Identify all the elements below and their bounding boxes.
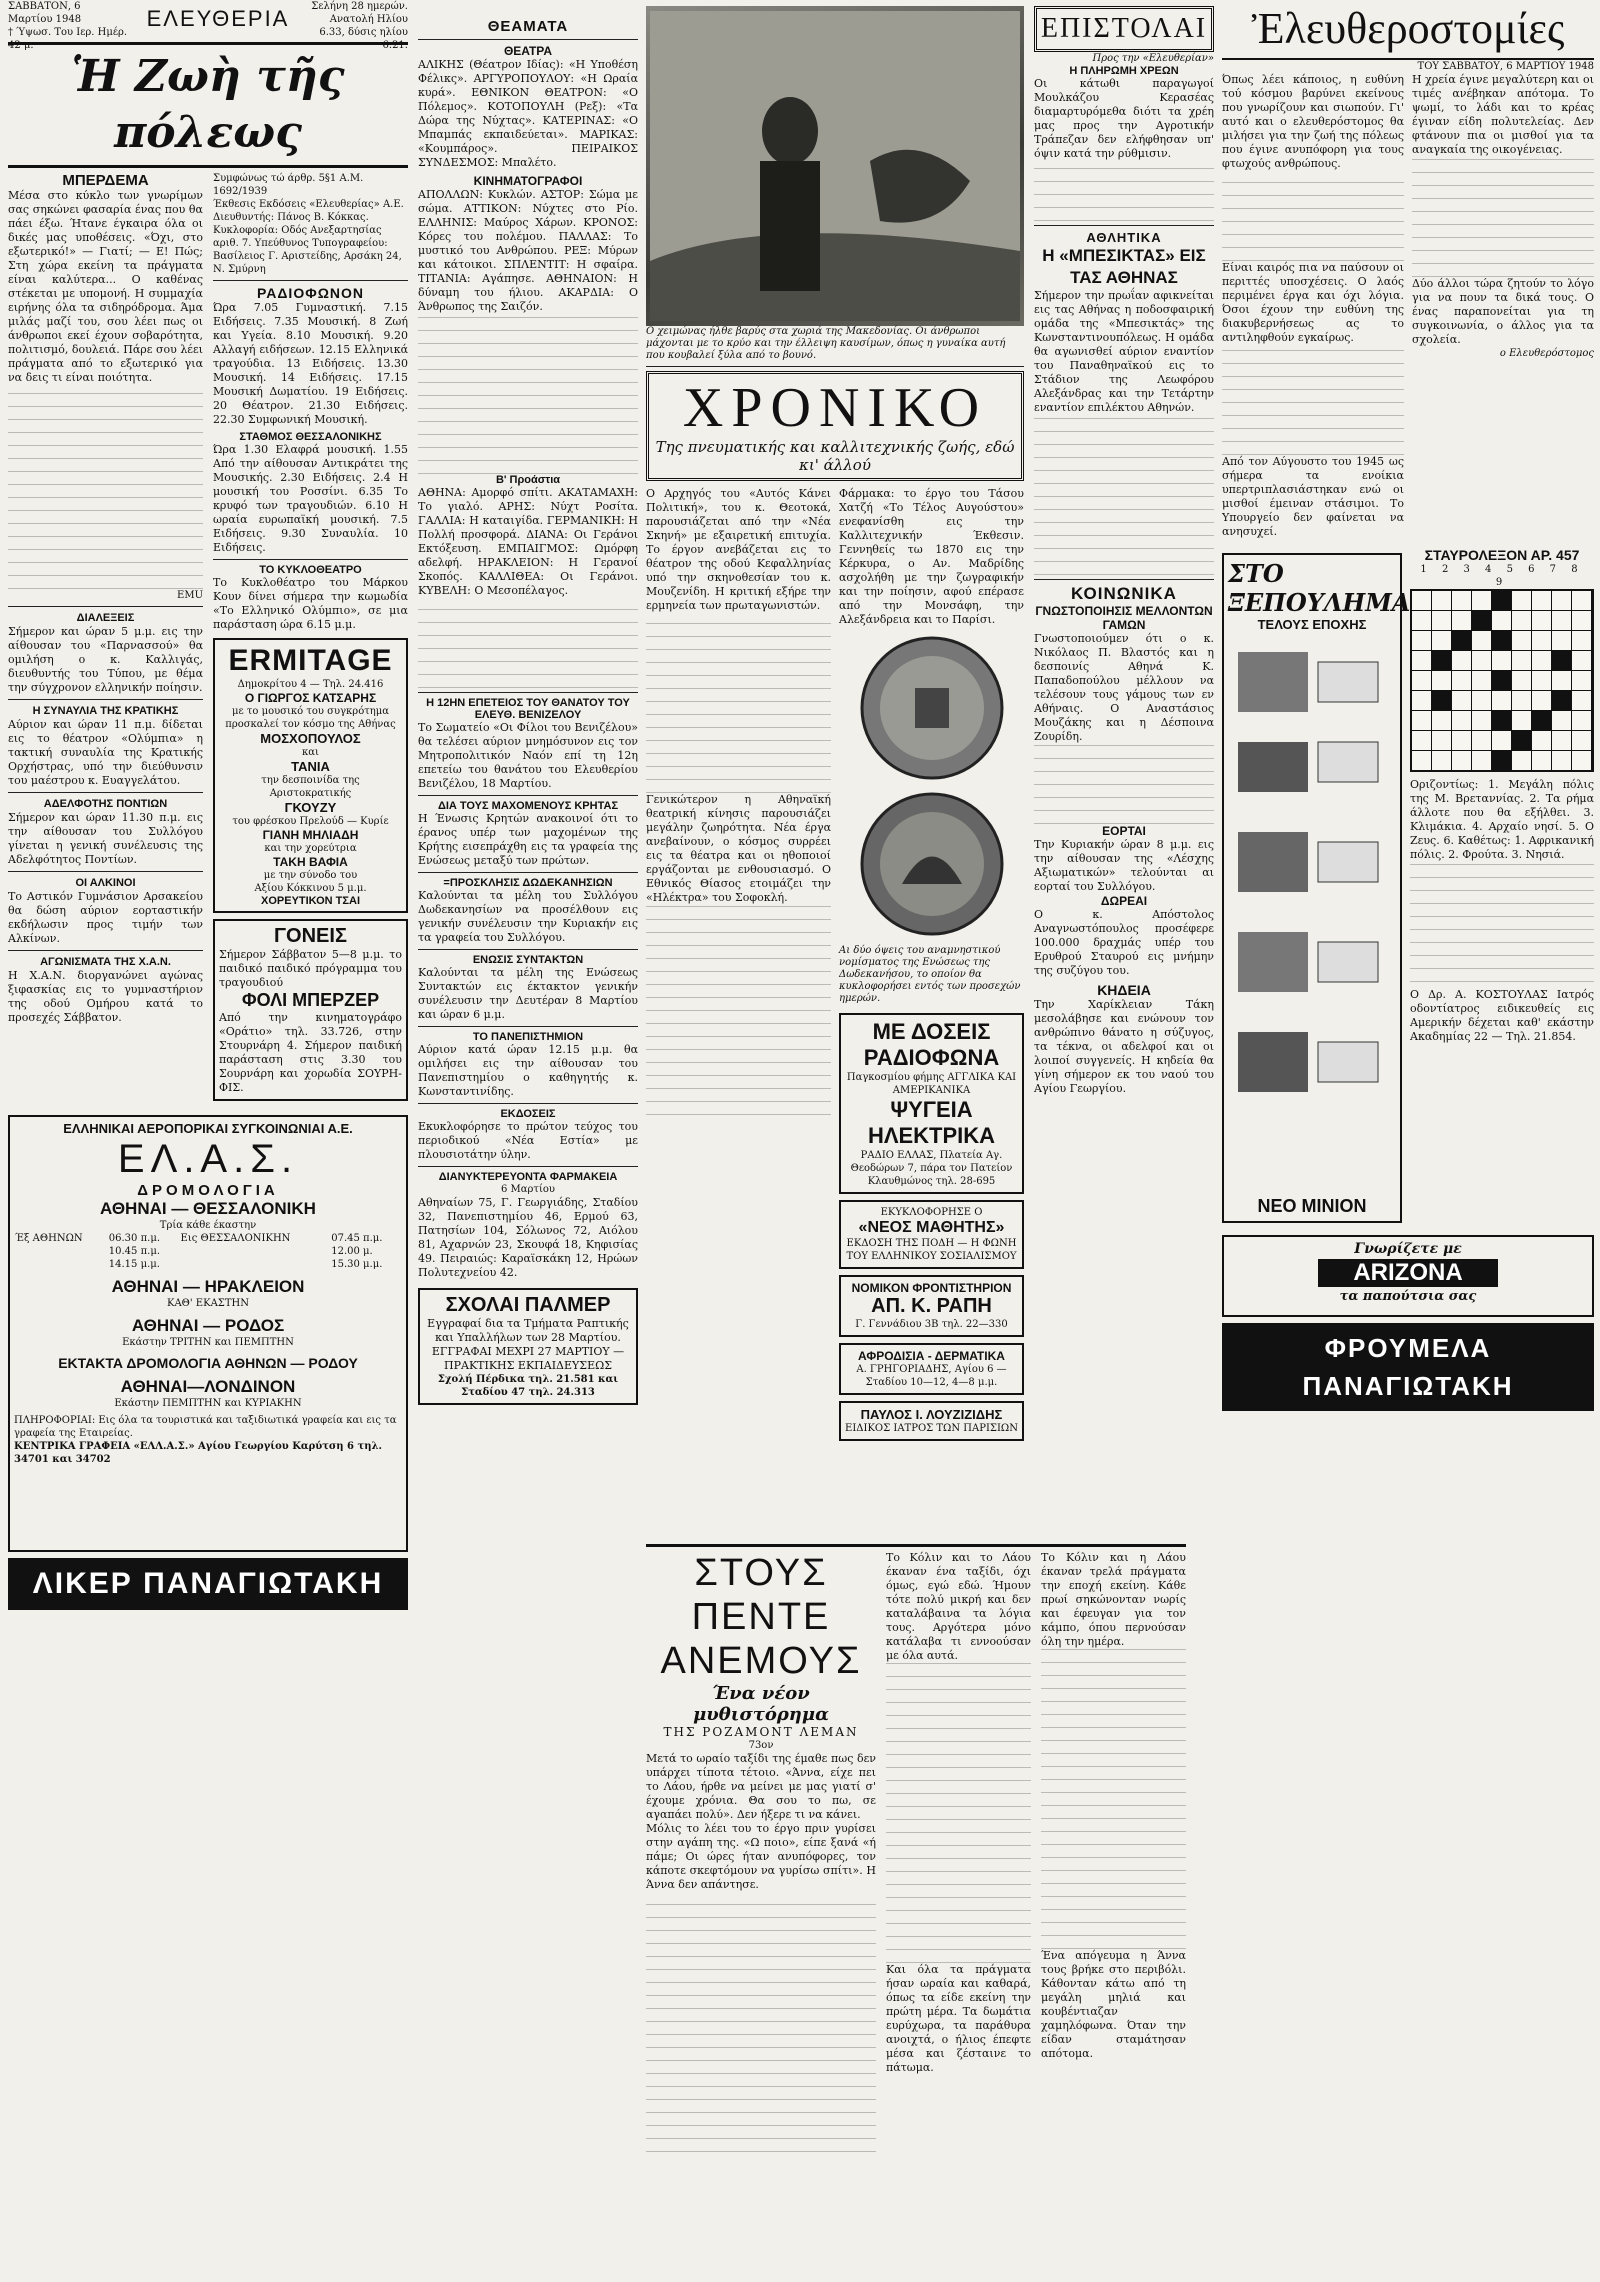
- eleftherostomies-title: Ἐλευθεροστομίες: [1222, 0, 1594, 60]
- palmer-title: ΣΧΟΛΑΙ ΠΑΛΜΕΡ: [445, 1294, 611, 1316]
- crossword-cell: [1532, 731, 1551, 750]
- coin-back-icon: [857, 789, 1007, 939]
- item-body: Σήμερον και ώραν 11.30 π.μ. εις την αίθουσαν του Συλλόγου γίνεται η γενική συνέλευσις της Αδελφότητος Ποντίων.: [8, 811, 203, 866]
- crossword-cell: [1552, 591, 1571, 610]
- item-body: Η Χ.Α.Ν. διοργανώνει αγώνας ξιφασκίας εις το γυμναστήριον της οδού Ομήρου κατά το προσεχές Σάββατον.: [8, 969, 203, 1024]
- editorial-paragraph-continued: [1222, 345, 1404, 455]
- column-city-life: [8, 0, 408, 1610]
- schedule-row: [14, 1232, 402, 1245]
- radio-ad-address: ΡΑΔΙΟ ΕΛΛΑΣ, Πλατεία Αγ. Θεοδώρων 7, πάρα τον Πατείον Κλαυθμώνος τηλ. 28-695: [850, 1150, 1013, 1187]
- chronicle-header: [646, 371, 1024, 481]
- crossword-cell: [1492, 631, 1511, 650]
- novel-paragraph: Μόλις το λέει του το έργο πριν γυρίσει στην αγάπη της. «Ω ποιο», είπε ξανά «ή πάμε; Οι ώρες ήταν ανυπόφορες, τον κάποτε σκεφτόμουν να γυρίσω σπίτι». Η Άννα δεν απάντησε.: [646, 1822, 876, 1891]
- crossword-cell: [1472, 751, 1491, 770]
- crossword-cell: [1452, 671, 1471, 690]
- crossword-cell: [1412, 651, 1431, 670]
- goneis-heading: ΓΟΝΕΙΣ: [274, 925, 347, 947]
- anniversary-body: Το Σωματείο «Οι Φίλοι του Βενιζέλου» θα τελέσει αύριον μνημόσυνον εις τον Μητροπολιτικόν Ναόν επί τη 12η επετείω του θανάτου του Ελευθερίου Βενιζέλου, 18 Μαρτίου.: [418, 721, 638, 790]
- neos-title: «ΝΕΟΣ ΜΑΘΗΤΗΣ»: [858, 1219, 1005, 1236]
- crossword-grid: [1410, 589, 1594, 772]
- edas-info: ΠΛΗΡΟΦΟΡΙΑΙ: Εις όλα τα τουριστικά και ταξιδιωτικά γραφεία και εις τα γραφεία της Εταιρείας.: [14, 1415, 397, 1439]
- schedule-cell: 07.45 π.μ.: [331, 1233, 383, 1244]
- sales-ad-subtitle: ΤΕΛΟΥΣ ΕΠΟΧΗΣ: [1257, 617, 1367, 632]
- photo-village-winter: [646, 6, 1024, 326]
- route-athens-rhodes: ΑΘΗΝΑΙ — ΡΟΔΟΣ: [131, 1316, 285, 1335]
- editorial-signature: ο Ελευθερόστομος: [1499, 348, 1594, 359]
- novel-section: [646, 1540, 1186, 2152]
- editorial-paragraph: Είναι καιρός πια να παύσουν οι περιττές υποσχέσεις. Ο λαός περιμένει έργα και όχι λόγια. Όσοι έχουν την ευθύνη της διακυβερνήσεως ας το αντιληφθούν εγκαίρως.: [1222, 261, 1404, 344]
- sales-ad-illustrations: [1228, 632, 1388, 1192]
- cinema-heading: ΚΙΝΗΜΑΤΟΓΡΑΦΟΙ: [473, 174, 583, 188]
- funeral-body: Την Χαρίκλειαν Τάκη μεσολάβησε και ενώνουν τον ανθρώπινο θάνατο η σύζυγος, τα τέκνα, οι αδελφοί και οι λοιποί συγγενείς. Η κηδεία θα γίνη σήμερον εκ του ναού του Αγίου Γεωργίου.: [1034, 998, 1214, 1095]
- crossword-cell: [1572, 651, 1591, 670]
- doctor-ad: [839, 1401, 1024, 1441]
- goneis-body: Από την κινηματογράφο «Οράτιο» τηλ. 33.726, στην Στουρνάρη 4. Σήμερον παιδική παράσταση στις 3.30 του Σουρνάρη και χορωδία ΣΟΥΡΗ-ΦΙΣ.: [219, 1011, 402, 1094]
- crossword-cell: [1552, 611, 1571, 630]
- coin-images: [839, 633, 1024, 939]
- novel-paragraph-continued: [646, 1892, 876, 2152]
- crossword-cell: [1512, 751, 1531, 770]
- crossword-cell: [1412, 631, 1431, 650]
- crossword-cell: [1492, 671, 1511, 690]
- sports-heading: ΑΘΛΗΤΙΚΑ: [1086, 230, 1162, 245]
- theamata-heading: ΘΕΑΜΑΤΑ: [487, 18, 569, 35]
- doctor-name: ΠΑΥΛΟΣ Ι. ΛΟΥΖΙΖΙΔΗΣ: [860, 1407, 1003, 1422]
- crossword-cell: [1572, 631, 1591, 650]
- goneis-title: ΦΟΛΙ ΜΠΕΡΖΕΡ: [241, 990, 380, 1010]
- kyklotheatro-body: Το Κυκλοθέατρο του Μάρκου Κουν δίνει σήμερα την κωμωδία «Το Ελληνικό Ολύμπιο», σε μια παράσταση ώρα 6.15 μ.μ.: [213, 576, 408, 631]
- arizona-pre: Γνωρίζετε με: [1354, 1241, 1462, 1257]
- crossword-cell: [1492, 751, 1511, 770]
- route-athens-london: ΑΘΗΝΑΙ—ΛΟΝΔΙΝΟΝ: [120, 1377, 296, 1396]
- merdema-continued-text: [8, 389, 203, 589]
- neos-subtitle: ΕΚΔΟΣΗ ΤΗΣ ΠΟΔΗ — Η ΦΩΝΗ ΤΟΥ ΕΛΛΗΝΙΚΟΥ ΣΟΣΙΑΛΙΣΜΟΥ: [846, 1238, 1017, 1262]
- route-frequency: ΚΑΘ' ΕΚΑΣΤΗΝ: [166, 1298, 250, 1309]
- crossword-clues-continued: [1410, 862, 1594, 982]
- schedule-row: [14, 1258, 402, 1271]
- radio-program: Ώρα 7.05 Γυμναστική. 7.15 Ειδήσεις. 7.35 Μουσική. 8 Ζωή και Υγεία. 8.10 Μουσική. 9.20 Αλλαγή ειδήσεων. 12.15 Ελληνικά τραγούδια. 13 Ειδήσεις. 13.30 Μουσική. 14 Ειδήσεις. 17.15 Μουσική Δωματίου. 19 Ειδήσεις. 20 Θέατρον. 21.30 Ειδήσεις. 22.30 Συμφωνική Μουσική.: [213, 301, 408, 426]
- item-heading: ΟΙ ΑΛΚΙΝΟΙ: [75, 877, 136, 889]
- ermitage-line: Αξίου Κόκκινου 5 μ.μ.: [254, 883, 367, 894]
- crossword-cell: [1432, 691, 1451, 710]
- edas-company: ΕΛΛΗΝΙΚΑΙ ΑΕΡΟΠΟΡΙΚΑΙ ΣΥΓΚΟΙΝΩΝΙΑΙ Α.Ε.: [63, 1121, 353, 1136]
- crossword-cell: [1412, 611, 1431, 630]
- crossword-cell: [1552, 731, 1571, 750]
- crete-body: Η Ένωσις Κρητών ανακοινοί ότι το έρανος υπέρ των μαχομένων της Κρήτης εισεπράχθη εις τα γραφεία της Ενώσεως μεταξύ των πρώτων.: [418, 812, 638, 867]
- thessaloniki-heading: ΣΤΑΘΜΟΣ ΘΕΣΣΑΛΟΝΙΚΗΣ: [239, 431, 382, 443]
- crossword-cell: [1472, 691, 1491, 710]
- ermitage-line: ΧΟΡΕΥΤΙΚΟΝ ΤΣΑΙ: [261, 895, 360, 907]
- doctor-subtitle: ΕΙΔΙΚΟΣ ΙΑΤΡΟΣ ΤΩΝ ΠΑΡΙΣΙΩΝ: [845, 1423, 1018, 1434]
- crossword-cell: [1532, 651, 1551, 670]
- chronicle-paragraph: Ο Αρχηγός του «Αυτός Κάνει Πολιτική», του κ. Θεοτοκά, παρουσιάζεται από την «Νέα Σκηνή» με εξαιρετική επιτυχία. Το έργον ανεβάζεται εις το θέατρον της οδού Κεφαλληνίας υπό την σκηνοθεσίαν του κ. Μουζενίδη. Η κριτική εξήρε την ερμηνεία των πρωταγωνιστών.: [646, 487, 831, 612]
- epistolai-to: Προς την «Ελευθερίαν»: [1092, 53, 1214, 64]
- editorial-paragraph: Όπως λέει κάποιος, η ευθύνη τού κόσμου βαρύνει εκείνους που γνωρίζουν και σιωπούν. Γι' αυτό και ο ελευθερόστομος θα μιλήσει για την ζωή της πόλεως που έγινε ανυπόφορη για τους φτωχούς ανθρώπους.: [1222, 73, 1404, 170]
- route-extra-rhodes: ΕΚΤΑΚΤΑ ΔΡΟΜΟΛΟΓΙΑ ΑΘΗΝΩΝ — ΡΟΔΟΥ: [58, 1355, 358, 1371]
- theatre-listing: ΑΛΙΚΗΣ (Θέατρον Ιδίας): «Η Υποθέση Φέλικς». ΑΡΓΥΡΟΠΟΥΛΟΥ: «Η Ωραία κυρά». ΕΘΝΙΚΟΝ ΘΕΑΤΡΟΝ: «Ο Πόλεμος». ΚΟΤΟΠΟΥΛΗ (Ρεξ): «Τα Δώρα της Νύχτας». ΚΑΤΕΡΙΝΑΣ: «Ο Μπαμπάς εκπαιδεύεται». ΜΑΡΙΚΑΣ: «Κουμπάρος». ΠΕΙΡΑΙΚΟΣ ΣΥΝΔΕΣΜΟΣ: Μπαλέτο.: [418, 58, 638, 169]
- crete-heading: ΔΙΑ ΤΟΥΣ ΜΑΧΟΜΕΝΟΥΣ ΚΡΗΤΑΣ: [437, 800, 619, 812]
- radio-heading: ΡΑΔΙΟΦΩΝΟΝ: [256, 285, 365, 301]
- radio-ad-title: ΜΕ ΔΟΣΕΙΣ ΡΑΔΙΟΦΩΝΑ: [863, 1019, 1000, 1070]
- crossword-cell: [1552, 691, 1571, 710]
- goneis-ad: [213, 919, 408, 1101]
- crossword-cell: [1452, 751, 1471, 770]
- crossword-cell: [1512, 711, 1531, 730]
- item-heading: ΑΓΩΝΙΣΜΑΤΑ ΤΗΣ Χ.Α.Ν.: [40, 956, 171, 968]
- liker-panagiotaki-ad: ΛΙΚΕΡ ΠΑΝΑΓΙΩΤΑΚΗ: [8, 1558, 408, 1610]
- edas-dromologia: ΔΡΟΜΟΛΟΓΙΑ: [137, 1182, 279, 1199]
- weddings-continued: [1034, 744, 1214, 824]
- crossword-cell: [1432, 671, 1451, 690]
- crossword-cell: [1492, 611, 1511, 630]
- pliromi-heading: Η ΠΛΗΡΩΜΗ ΧΡΕΩΝ: [1069, 65, 1179, 77]
- dermatology-ad: [839, 1343, 1024, 1395]
- crossword-cell: [1452, 631, 1471, 650]
- palmer-body: Εγγραφαί δια τα Τμήματα Ραπτικής και Υπαλλήλων των 28 Μαρτίου. ΕΓΓΡΑΦΑΙ ΜΕΧΡΙ 27 ΜΑΡΤΙΟΥ — ΠΡΑΚΤΙΚΗΣ ΕΚΠΑΙΔΕΥΣΕΩΣ: [427, 1317, 629, 1372]
- crossword-cell: [1512, 611, 1531, 630]
- ermitage-line: την δεσποινίδα της Αριστοκρατικής: [261, 775, 360, 799]
- column-chronicle: [646, 0, 1024, 1447]
- item-heading: ΔΙΑΛΕΞΕΙΣ: [76, 612, 135, 624]
- novel-paragraph-continued: [1041, 1649, 1186, 1949]
- schedule-cell: [14, 1258, 108, 1271]
- ermitage-name: ERMITAGE: [228, 644, 393, 677]
- palmer-address: Σχολή Πέρδικα τηλ. 21.581 και Σταδίου 47 τηλ. 24.313: [437, 1374, 619, 1398]
- chronicle-subtitle: Της πνευματικής και καλλιτεχνικής ζωής, εδώ κι' άλλού: [655, 438, 1015, 474]
- pharmacies-list: Αθηναίων 75, Γ. Γεωργιάδης, Σταδίου 32, Πανεπιστημίου 46, Ερμού 63, Πατησίων 104, Σόλωνος 72, Αιόλου 81, Αχαρνών 23, Σκουφά 18, Κηφισίας 49. Πειραιώς: Καραϊσκάκη 12, Ηρώων Πολυτεχνείου 42.: [418, 1196, 638, 1279]
- crossword-cell: [1432, 711, 1451, 730]
- masthead-paper-name: ΕΛΕΥΘΕΡΙΑ: [146, 6, 290, 31]
- crossword-cell: [1492, 691, 1511, 710]
- column-theatre: [418, 0, 638, 1411]
- sales-ad: [1222, 553, 1411, 1223]
- crossword-cell: [1532, 711, 1551, 730]
- editorial-paragraph: Δύο άλλοι τώρα ζητούν το λόγο για να πουν τα δικά τους. Ο ένας παραπονείται για τη συγκοινωνία, ο άλλος για τα σχολεία.: [1412, 277, 1594, 346]
- route-frequency: Εκάστην ΠΕΜΠΤΗΝ και ΚΥΡΙΑΚΗΝ: [114, 1398, 302, 1409]
- palmer-schools-ad: [418, 1288, 638, 1405]
- crossword-cell: [1472, 631, 1491, 650]
- chronicle-paragraph-continued: [646, 613, 831, 793]
- crossword-cell: [1472, 731, 1491, 750]
- ermitage-ad: [213, 638, 408, 913]
- chronicle-paragraph-continued: [646, 905, 831, 1115]
- novel-paragraph: Ένα απόγευμα η Άννα τους βρήκε στο περιβόλι. Κάθονταν κάτω από τη μεγάλη μηλιά και κουβέντιαζαν χαμηλόφωνα. Όταν την είδαν σταμάτησαν απότομα.: [1041, 1949, 1186, 2060]
- cinema-listing: ΑΠΟΛΛΩΝ: Κυκλών. ΑΣΤΟΡ: Σώμα με σώμα. ΑΤΤΙΚΟΝ: Νύχτες στο Ρίο. ΕΛΛΗΝΙΣ: Μαύρος Χάρων. ΚΡΟΝΟΣ: Κόρες του πολέμου. ΠΑΛΛΑΣ: Το μυστικό του Ανθρώπου. ΡΕΞ: Μύρων και κάτοικοι. ΣΠΛΕΝΤΙΤ: Η σφαίρα. ΤΙΤΑΝΙΑ: Αγάπησε. ΑΘΗΝΑΙΟΝ: Η δύναμη του ήλιου. ΑΚΑΡΔΙΑ: Ο Άνθρωπος της Σαιζόν.: [418, 188, 638, 313]
- ermitage-address: Δημοκρίτου 4 — Τηλ. 24.416: [237, 679, 384, 690]
- crossword-cell: [1532, 631, 1551, 650]
- editors-union-heading: ΕΝΩΣΙΣ ΣΥΝΤΑΚΤΩΝ: [472, 954, 584, 966]
- cinema-listing-continued: [418, 314, 638, 474]
- law-address: Γ. Γεννάδιου 3Β τηλ. 22—330: [855, 1319, 1008, 1330]
- schedule-cell: 12.00 μ.: [331, 1246, 373, 1257]
- neos-mathitis-ad: [839, 1200, 1024, 1269]
- item-body: Σήμερον και ώραν 5 μ.μ. εις την αίθουσαν του «Παρνασσού» θα ομιλήση ο κ. Καλλιγάς, διευθυντής του Τύπου, με θέμα την σύγχρονον ελληνικήν ποίησιν.: [8, 625, 203, 694]
- arizona-post: τα παπούτσια σας: [1339, 1289, 1477, 1304]
- schedule-cell: 15.30 μ.μ.: [331, 1259, 383, 1270]
- crossword-cell: [1452, 691, 1471, 710]
- edas-airline-ad: [8, 1115, 408, 1552]
- ermitage-line: ΓΚΟΥΖΥ: [284, 800, 337, 815]
- crossword-cell: [1512, 671, 1531, 690]
- weddings-heading: ΓΝΩΣΤΟΠΟΙΗΣΙΣ ΜΕΛΛΟΝΤΩΝ ΓΑΜΩΝ: [1035, 604, 1213, 632]
- crossword-cell: [1572, 731, 1591, 750]
- schedule-row: [14, 1245, 402, 1258]
- masthead-sun: † Ύψωσ. Του Ιερ. Ημέρ. 42 μ.: [8, 27, 128, 51]
- crossword-cell: [1432, 651, 1451, 670]
- schedule-cell: [180, 1258, 331, 1271]
- pliromi-continued: [1034, 161, 1214, 221]
- crossword-cell: [1452, 731, 1471, 750]
- route-frequency: Τρία κάθε έκαστην: [159, 1220, 257, 1231]
- merdema-heading: ΜΠΕΡΔΕΜΑ: [62, 172, 149, 189]
- university-heading: ΤΟ ΠΑΝΕΠΙΣΤΗΜΙΟΝ: [472, 1031, 584, 1043]
- crossword-cell: [1552, 751, 1571, 770]
- item-heading: ΑΔΕΛΦΟΤΗΣ ΠΟΝΤΙΩΝ: [43, 798, 168, 810]
- novel-author: ΤΗΣ ΡΟΖΑΜΟΝΤ ΛΕΜΑΝ: [663, 1725, 859, 1739]
- route-athens-thessaloniki: ΑΘΗΝΑΙ — ΘΕΣΣΑΛΟΝΙΚΗ: [100, 1199, 316, 1218]
- route-athens-heraklion: ΑΘΗΝΑΙ — ΗΡΑΚΛΕΙΟΝ: [111, 1277, 305, 1296]
- ermitage-line: του φρέσκου Πρελούδ — Κυρίε: [232, 816, 389, 827]
- column-letters: [1034, 0, 1214, 1096]
- ermitage-line: ΜΟΣΧΟΠΟΥΛΟΣ: [260, 731, 361, 746]
- schedule-cell: Έξ ΑΘΗΝΩΝ: [15, 1233, 83, 1244]
- chronicle-title: ΧΡΟΝΙΚΟ: [682, 377, 988, 439]
- merdema-signature: EMU: [177, 590, 203, 601]
- schedule-cell: [180, 1245, 331, 1258]
- crossword-cell: [1532, 751, 1551, 770]
- crossword-cell: [1572, 711, 1591, 730]
- university-body: Αύριον κατά ώραν 12.15 μ.μ. θα ομιλήσει εις την αίθουσαν του Πανεπιστημίου ο καθηγητής κ. Κωνσταντινίδης.: [418, 1043, 638, 1098]
- schedule-table: [14, 1232, 402, 1271]
- suburbs-heading: Β' Προάστια: [495, 474, 561, 486]
- ermitage-line: ΤΑΚΗ ΒΑΦΙΑ: [273, 855, 348, 869]
- donations-heading: ΔΩΡΕΑΙ: [1100, 894, 1148, 908]
- crossword-cell: [1472, 671, 1491, 690]
- pharmacies-date: 6 Μαρτίου: [501, 1184, 555, 1195]
- crossword-cell: [1472, 611, 1491, 630]
- neo-minion-label: ΝΕΟ ΜΙΝΙΟΝ: [1257, 1196, 1367, 1216]
- crossword-cell: [1412, 671, 1431, 690]
- item-heading: Η ΣΥΝΑΥΛΙΑ ΤΗΣ ΚΡΑΤΙΚΗΣ: [32, 705, 179, 717]
- crossword-cell: [1512, 631, 1531, 650]
- epistolai-heading: ΕΠΙΣΤΟΛΑΙ: [1034, 6, 1214, 52]
- editorial-paragraph: Από τον Αύγουστο του 1945 ως σήμερα τα ενοίκια υπερτριπλασιάστηκαν ενώ οι μισθοί έμειναν στάσιμοι. Το Υπουργείο δεν φαίνεται να ανησυχεί.: [1222, 455, 1404, 538]
- crossword-cell: [1472, 711, 1491, 730]
- pharmacies-heading: ΔΙΑΝΥΚΤΕΡΕΥΟΝΤΑ ΦΑΡΜΑΚΕΙΑ: [438, 1171, 618, 1183]
- novel-episode: 73ον: [748, 1740, 774, 1751]
- novel-paragraph: Το Κόλιν και η Λάου έκαναν τρελά πράγματα την εποχή εκείνη. Κάθε πρωί σηκώνονταν νωρίς και έφευγαν για τον κάμπο, όπου περνούσαν όλη την ημέρα.: [1041, 1551, 1186, 1648]
- schedule-cell: [14, 1245, 108, 1258]
- novel-paragraph: Μετά το ωραίο ταξίδι της έμαθε πως δεν υπάρχει τίποτα τέτοιο. «Άννα, είχε πει το Λάου, ήρθε να μείνει με μας γιατί σ' έχουμε χρόνια. Θα σου το πω, σε αγαπάει πολύ». Δεν ήξερε τι να κάνει.: [646, 1752, 876, 1821]
- goneis-intro: Σήμερον Σάββατον 5—8 μ.μ. το παιδικό παιδικό πρόγραμμα του τραγουδιού: [219, 948, 402, 989]
- dentist-notice: Ο Δρ. Α. ΚΟΣΤΟΥΛΑΣ Ιατρός οδοντίατρος ειδικευθείς εις Αμερικήν δέχεται καθ' εκάστην Ακαδημίας 22 — Τηλ. 21.854.: [1410, 988, 1594, 1043]
- crossword-cell: [1532, 611, 1551, 630]
- kyklotheatro-heading: ΤΟ ΚΥΚΛΟΘΕΑΤΡΟ: [259, 564, 362, 576]
- crossword-cell: [1412, 751, 1431, 770]
- crossword-cell: [1572, 591, 1591, 610]
- crossword-cell: [1572, 691, 1591, 710]
- crossword-clues: Οριζοντίως: 1. Μεγάλη πόλις της Μ. Βρεταννίας. 2. Τα ρήμα άλλοτε που θα εξήλθει. 3. Κλιμάκια. 4. Αρχαίο νησί. 5. Ο Ζευς. 6. Καθέτως: 1. Αφρικανική πόλις. 2. Φρούτα. 3. Νησιά.: [1410, 778, 1594, 861]
- ermitage-line: και: [302, 747, 319, 758]
- city-items-list: [8, 611, 203, 1025]
- crossword-cell: [1532, 691, 1551, 710]
- schedule-cell: 06.30 π.μ.: [108, 1233, 161, 1244]
- crossword-cell: [1532, 591, 1551, 610]
- crossword-cell: [1412, 691, 1431, 710]
- crossword-cell: [1432, 731, 1451, 750]
- chronicle-paragraph: Γενικώτερον η Αθηναϊκή θεατρική κίνησις παρουσιάζει μεγάλην ζωηρότητα. Νέα έργα ανεβαίνουν, ο κόσμος συρρέει εις τα θέατρα και οι ηθοποιοί εργάζονται με ενθουσιασμό. Ο Εθνικός Θίασος ετοιμάζει την «Ηλέκτρα» του Σοφοκλή.: [646, 793, 831, 904]
- novel-title: ΣΤΟΥΣ ΠΕΝΤΕ ΑΝΕΜΟΥΣ: [660, 1552, 862, 1682]
- crossword-cell: [1512, 731, 1531, 750]
- crossword-cell: [1492, 711, 1511, 730]
- arizona-ad: [1222, 1235, 1594, 1317]
- column-eleftherostomies: [1222, 0, 1594, 1411]
- eleftherostomies-date: ΤΟΥ ΣΑΒΒΑΤΟΥ, 6 ΜΑΡΤΙΟΥ 1948: [1417, 61, 1594, 72]
- besiktas-title: Η «ΜΠΕΣΙΚΤΑΣ» ΕΙΣ ΤΑΣ ΑΘΗΝΑΣ: [1042, 246, 1206, 287]
- crossword-cell: [1532, 671, 1551, 690]
- law-school-ad: [839, 1275, 1024, 1337]
- masthead-moon: Σελήνη 28 ημερών. Ανατολή Ηλίου 6.33, δύσις ηλίου 6.21.: [311, 1, 408, 51]
- arizona-brand: ARIZONA: [1318, 1259, 1498, 1287]
- weddings-body: Γνωστοποιούμεν ότι ο κ. Νικόλαος Π. Βλαστός και η δεσποινίς Αθηνά Κ. Παπαδοπούλου μέλλουν να τελέσουν τους γάμους των εν Αθήναις. Ο Αναστάσιος Μουζάκης και η Δέσποινα Ζουρίδη.: [1034, 632, 1214, 743]
- legal-notice: Έκθεσις Εκδόσεις «Ελευθερίας» Α.Ε. Διευθυντής: Πάνος Β. Κόκκας. Κυκλοφορία: Οδός Ανεξαρτησίας αριθ. 7. Υπεύθυνος Τυπογραφείου: Βασίλειος Γ. Αριστείδης, Αρσάκη 24, Ν. Σμύρνη: [213, 199, 404, 275]
- crossword-cell: [1472, 591, 1491, 610]
- crossword-cell: [1492, 731, 1511, 750]
- dodecanese-body: Καλούνται τα μέλη του Συλλόγου Δωδεκανησίων να προσέλθουν εις γενικήν συνέλευσιν την Κυριακήν εις τα γραφεία του Συλλόγου.: [418, 889, 638, 944]
- crossword-section: [1410, 547, 1594, 1229]
- crossword-cell: [1452, 611, 1471, 630]
- merdema-body: Μέσα στο κύκλο των γνωρίμων σας σηκώνει φασαρία ένας που θα πάει έξω. Ήτανε έγκαιρα όλα οι δικές μας υποθέσεις. «Όχι, στο εξωτερικό!» — Γιατί; — Ε! Πώς; Στη χώρα εκείνη τα πράγματα είναι καλύτερα... Ο καθένας στέκεται με υπομονή. Η συμμαχία ειρήνης όλα τα σιδηρόδρομα. Άμα μιλάς μαζί του, σου λέει πως οι άνθρωποι εκεί έχουν σοβαρότητα, πολιτισμό, δουλειά. Πάρε σου λέει πράγματα από το εξωτερικό για να δεις τι είναι ποιότητα.: [8, 189, 203, 384]
- ermitage-line: και την χορεύτρια: [264, 843, 357, 854]
- radio-ad-subtitle: Παγκοσμίου φήμης ΑΓΓΛΙΚΑ ΚΑΙ ΑΜΕΡΙΚΑΝΙΚΑ: [846, 1072, 1017, 1096]
- edas-office: ΚΕΝΤΡΙΚΑ ΓΡΑΦΕΙΑ «ΕΛΛ.Α.Σ.» Αγίου Γεωργίου Καρύτση 6 τηλ. 34701 και 34702: [14, 1441, 382, 1465]
- crossword-cell: [1572, 751, 1591, 770]
- crossword-cell: [1552, 711, 1571, 730]
- photo-caption: Ο χειμώνας ήλθε βαρύς στα χωριά της Μακεδονίας. Οι άνθρωποι μάχονται με το κρύο και την έλλειψη καυσίμων, όπως η γυναίκα αυτή που κουβαλεί ξύλα από το βουνό.: [646, 326, 1006, 361]
- aphro-body: Α. ΓΡΗΓΟΡΙΑΔΗΣ, Αγίου 6 — Σταδίου 10—12, 4—8 μ.μ.: [856, 1364, 1007, 1388]
- crossword-cell: [1412, 711, 1431, 730]
- crossword-heading: ΣΤΑΥΡΟΛΕΞΟΝ ΑΡ. 457: [1424, 547, 1580, 563]
- crossword-cell: [1492, 591, 1511, 610]
- ermitage-line: ΓΙΑΝΗ ΜΗΛΙΑΔΗ: [262, 828, 359, 842]
- law-title: ΝΟΜΙΚΟΝ ΦΡΟΝΤΙΣΤΗΡΙΟΝ: [851, 1281, 1012, 1295]
- sales-ad-title: ΣΤΟ ΞΕΠΟΥΛΗΜΑ: [1228, 559, 1411, 617]
- ermitage-line: Ο ΓΙΩΡΓΟΣ ΚΑΤΣΑΡΗΣ: [244, 691, 377, 705]
- editorial-paragraph-continued: [1412, 157, 1594, 277]
- crossword-cell: [1492, 651, 1511, 670]
- schedule-cell: Εις ΘΕΣΣΑΛΟΝΙΚΗΝ: [180, 1233, 291, 1244]
- theatre-heading: ΘΕΑΤΡΑ: [503, 44, 553, 58]
- crossword-cell: [1412, 731, 1431, 750]
- neos-intro: ΕΚΥΚΛΟΦΟΡΗΣΕ Ο: [880, 1207, 983, 1218]
- crossword-cell: [1432, 631, 1451, 650]
- ermitage-line: με το μουσικό του συγκρότημα προσκαλεί τον κόσμο της Αθήνας: [225, 706, 396, 730]
- feasts-body: Την Κυριακήν ώραν 8 μ.μ. εις την αίθουσαν της «Λέσχης Αξιωματικών» τελούνται αι εορταί του Συλλόγου.: [1034, 838, 1214, 893]
- column-radio-notices: [213, 172, 408, 1107]
- coin-front-icon: [857, 633, 1007, 783]
- aphro-title: ΑΦΡΟΔΙΣΙΑ - ΔΕΡΜΑΤΙΚΑ: [858, 1349, 1005, 1363]
- thessaloniki-program: Ώρα 1.30 Ελαφρά μουσική. 1.55 Από την αίθουσαν Αντικράτει της Μουσικής. 2.30 Ειδήσεις. 2.4 Η μουσική του Ροσσίνι. 6.35 Το κρυφό των τραγουδιών. 6.10 Η ωραία ευρωπαϊκή μουσική. 7.5 Ειδήσεις. 9.30 Συναυλία. 10 Ειδήσεις.: [213, 443, 408, 554]
- crossword-cell: [1512, 651, 1531, 670]
- ermitage-line: ΤΑΝΙΑ: [291, 759, 330, 774]
- donations-body: Ο κ. Απόστολος Αναγνωστόπουλος προσέφερε 100.000 δραχμάς υπέρ του Ερυθρού Σταυρού εις μνήμην της συζύγου του.: [1034, 908, 1214, 977]
- feasts-heading: ΕΟΡΤΑΙ: [1102, 824, 1146, 838]
- novel-paragraph-continued: [886, 1663, 1031, 1963]
- novel-paragraph: Και όλα τα πράγματα ήσαν ωραία και καθαρά, όπως τα είδε εκείνη την πρώτη μέρα. Τα δωμάτια ευρύχωρα, τα παράθυρα ανοιχτά, ο ήλιος έπεφτε μέσα και ζέσταινε το πάτωμα.: [886, 1963, 1031, 2074]
- crossword-cell: [1512, 691, 1531, 710]
- legal-stats: Συμφώνως τώ άρθρ. 5§1 Α.Μ. 1692/1939: [213, 173, 364, 197]
- crossword-cell: [1572, 671, 1591, 690]
- editorial-paragraph: Η χρεία έγινε μεγαλύτερη και οι τιμές ανέβηκαν απότομα. Το ψωμί, το λάδι και το κρέας έγιναν είδη πολυτελείας. Δεν φτάνουν πια οι μισθοί για τα αναγκαία της οικογένειας.: [1412, 73, 1594, 156]
- crossword-cell: [1432, 751, 1451, 770]
- fridge-ad-title: ΨΥΓΕΙΑ ΗΛΕΚΤΡΙΚΑ: [867, 1097, 996, 1148]
- suburbs-listing: ΑΘΗΝΑ: Αμορφό σπίτι. ΑΚΑΤΑΜΑΧΗ: Το γιαλό. ΑΡΗΣ: Νύχτ Ροσίτα. ΓΑΛΛΙΑ: Η καταιγίδα. ΓΕΡΜΑΝΙΚΗ: Η Πολλή προσφορά. ΔΙΑΝΑ: Οι Γεράνοι Εκτόξευση. ΕΜΠΑΙΓΜΟΣ: Ωμόρφη αδελφή. ΗΡΑΚΛΕΙΟΝ: Η Γερανοί Σκοπός. ΚΑΛΛΙΘΕΑ: Οι Γεράνοι. ΚΥΒΕΛΗ: Ο Μεσοπέλαγος.: [418, 486, 638, 597]
- crossword-cell: [1432, 611, 1451, 630]
- photo-image: [650, 11, 1020, 321]
- funeral-heading: ΚΗΔΕΙΑ: [1097, 982, 1151, 998]
- schedule-cell: 10.45 π.μ.: [108, 1246, 161, 1257]
- crossword-cell: [1452, 591, 1471, 610]
- edas-logo: ΕΛ.Α.Σ.: [117, 1137, 299, 1181]
- publications-body: Εκυκλοφόρησε το πρώτον τεύχος του περιοδικού «Νέα Εστία» με πλουσιοτάτην ύλην.: [418, 1120, 638, 1161]
- crossword-cell: [1412, 591, 1431, 610]
- editorial-paragraph-continued: [1222, 171, 1404, 261]
- law-name: ΑΠ. Κ. ΡΑΠΗ: [871, 1295, 992, 1317]
- suburbs-listing-continued: [418, 598, 638, 688]
- crossword-numbers: 1 2 3 4 5 6 7 8 9: [1420, 564, 1584, 588]
- editors-union-body: Καλούνται τα μέλη της Ενώσεως Συντακτών εις έκτακτον γενικήν συνέλευσιν την Δευτέραν 8 Μαρτίου και ώραν 6 μ.μ.: [418, 966, 638, 1021]
- publications-heading: ΕΚΔΟΣΕΙΣ: [500, 1108, 556, 1120]
- item-body: Αύριον και ώραν 11 π.μ. δίδεται εις το θέατρον «Ολύμπια» η τακτική συναυλία της Κρατικής Ορχήστρας, υπό την διεύθυνσιν του μαέστρου κ. Ευαγγελάτου.: [8, 718, 203, 787]
- crossword-cell: [1552, 671, 1571, 690]
- besiktas-body: Σήμερον την πρωΐαν αφικνείται εις τας Αθήνας η ποδοσφαιρική ομάδα της «Μπεσικτάς» της Κωνσταντινουπόλεως. Η ομάδα θα αγωνισθεί αύριον εναντίον του Παναθηναϊκού εις το Στάδιον της Λεωφόρου Αλεξάνδρας και την Τετάρτην εναντίον επιλέκτου Αθηνών.: [1034, 289, 1214, 414]
- crossword-cell: [1512, 591, 1531, 610]
- schedule-cell: 14.15 μ.μ.: [108, 1259, 160, 1270]
- crossword-cell: [1472, 651, 1491, 670]
- crossword-cell: [1432, 591, 1451, 610]
- chronicle-paragraph: Φάρμακα: το έργο του Τάσου Χατζή «Το Τέλος Αυγούστου» ενεφανίσθη εις την Καλλιτεχνικήν Έκθεσιν. Γεννηθείς τω 1870 εις την Κέρκυρα, ο Αν. Μαδρίδης ασχολήθη με την ζωγραφικήν και την ποίησιν, αφού επέρασε από την Μονσάφη, την Αλεξάνδρεια και το Παρίσι.: [839, 487, 1024, 626]
- crossword-cell: [1572, 611, 1591, 630]
- route-frequency: Εκάστην ΤΡΙΤΗΝ και ΠΕΜΠΤΗΝ: [122, 1337, 294, 1348]
- crossword-cell: [1452, 651, 1471, 670]
- masthead-date: ΣΑΒΒΑΤΟΝ, 6 Μαρτίου 1948: [8, 1, 82, 25]
- crossword-cell: [1552, 631, 1571, 650]
- dodecanese-heading: =ΠΡΟΣΚΛΗΣΙΣ ΔΩΔΕΚΑΝΗΣΙΩΝ: [443, 877, 613, 889]
- section-title-city-life: Ἡ Ζωὴ τῆς πόλεως: [71, 51, 345, 158]
- froumela-ad: ΦΡΟΥΜΕΛΑ ΠΑΝΑΓΙΩΤΑΚΗ: [1222, 1323, 1594, 1411]
- anniversary-heading: Η 12ΗΝ ΕΠΕΤΕΙΟΣ ΤΟΥ ΘΑΝΑΤΟΥ ΤΟΥ ΕΛΕΥΘ. ΒΕΝΙΖΕΛΟΥ: [426, 697, 630, 721]
- coin-caption: Αι δύο όψεις του αναμνηστικού νομίσματος της Ενώσεως της Δωδεκανήσου, το οποίον θα κυκλοφορήσει εντός των προσεχών ημερών.: [839, 945, 1021, 1004]
- crossword-cell: [1452, 711, 1471, 730]
- crossword-cell: [1552, 651, 1571, 670]
- social-heading: ΚΟΙΝΩΝΙΚΑ: [1071, 584, 1177, 603]
- novel-subtitle: Ένα νέον μυθιστόρημα: [693, 1683, 829, 1725]
- ermitage-line: με την σύνοδο του: [263, 870, 358, 881]
- novel-paragraph: Το Κόλιν και το Λάου έκαναν ένα ταξίδι, όχι όμως, εγώ εδώ. Ήμουν τότε πολύ μικρή και δεν καταλάβαινα τα λόγια τους. Αργότερα μόνο κατάλαβα τι εννοούσαν με όλα αυτά.: [886, 1551, 1031, 1662]
- besiktas-continued: [1034, 415, 1214, 575]
- radio-ad: [839, 1013, 1024, 1194]
- item-body: Το Αστικόν Γυμνάσιον Αρσακείου θα δώση αύριον εορταστικήν εκδήλωσιν προς τιμήν των Αλκίνων.: [8, 890, 203, 945]
- pliromi-body: Οι κάτωθι παραγωγοί Μουλκάζου Κερασέας διαμαρτυρόμεθα διότι τα χρέη μας προς την Αγροτικήν Τράπεζαν δεν ελήφθησαν υπ' όψιν κατά την ρύθμισιν.: [1034, 77, 1214, 160]
